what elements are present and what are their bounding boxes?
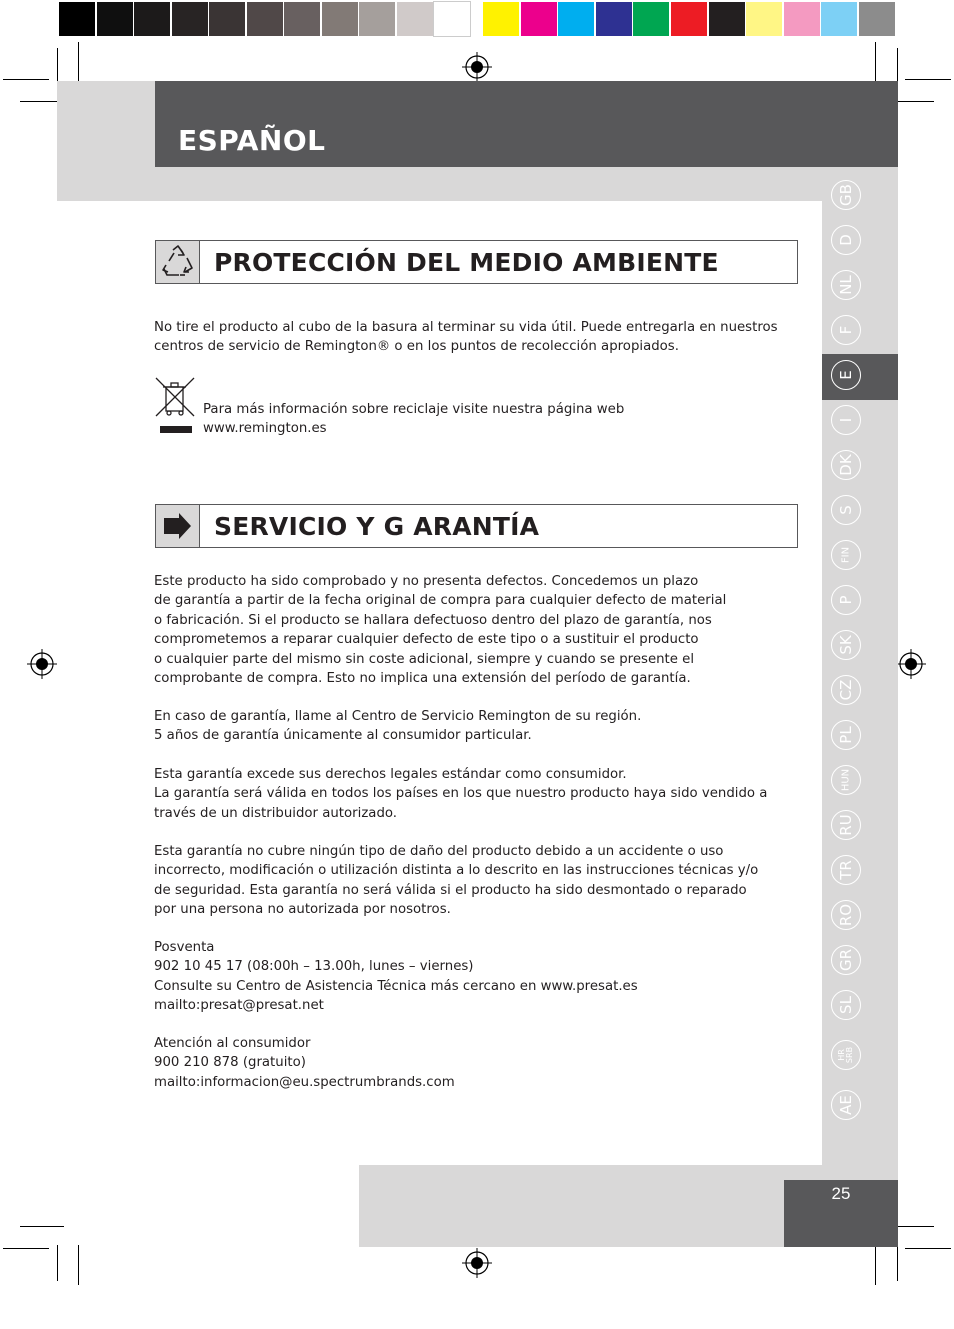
language-tab-d[interactable] xyxy=(831,225,861,255)
language-tab-s[interactable] xyxy=(831,495,861,525)
language-tab-label: I xyxy=(837,417,855,423)
language-tab-i[interactable] xyxy=(831,405,861,435)
language-tab-label: HR SRB xyxy=(837,1046,854,1064)
language-tab-fin[interactable] xyxy=(831,540,861,570)
crop-mark xyxy=(3,1248,49,1249)
language-tab-label: NL xyxy=(837,275,855,295)
language-tab-label: E xyxy=(837,370,855,380)
section-heading: SERVICIO Y G ARANTÍA xyxy=(214,512,540,541)
crop-mark xyxy=(905,1248,951,1249)
color-swatch xyxy=(709,2,745,36)
warranty-paragraph-4: Esta garantía no cubre ningún tipo de daño del producto debido a un accidente o uso incorrecto, modificación o utilización distinta a lo descrito en las instrucciones técnicas y/o de seguridad. Esta garantía no será válida si el producto ha sido desmontado o reparado por una persona no autorizada por nosotros. xyxy=(154,844,759,918)
crop-mark xyxy=(897,48,898,84)
aftersales-contact: Posventa 902 10 45 17 (08:00h – 13.00h, lunes – viernes) Consulte su Centro de Asistencia Técnica más cercano en www.presat.es mailto:presat@presat.net xyxy=(154,940,638,1014)
color-swatch xyxy=(784,2,820,36)
language-tab-label: GB xyxy=(837,184,855,206)
color-swatch xyxy=(558,2,594,36)
crop-mark xyxy=(905,79,951,80)
color-swatch xyxy=(859,2,895,36)
language-tab-label: RU xyxy=(837,814,855,836)
color-swatch xyxy=(633,2,669,36)
crop-mark xyxy=(875,42,876,82)
language-tab-p[interactable] xyxy=(831,585,861,615)
registration-mark-icon xyxy=(27,649,57,679)
crop-mark xyxy=(57,48,58,84)
language-tab-dk[interactable] xyxy=(831,450,861,480)
color-swatch xyxy=(483,2,519,36)
crop-mark xyxy=(875,1245,876,1285)
color-swatch xyxy=(746,2,782,36)
color-swatch xyxy=(821,2,857,36)
section-heading: PROTECCIÓN DEL MEDIO AMBIENTE xyxy=(214,248,719,277)
language-tab-label: DK xyxy=(837,454,855,476)
language-tab-label: CZ xyxy=(837,679,855,701)
language-tab-f[interactable] xyxy=(831,315,861,345)
page-number: 25 xyxy=(831,1184,851,1203)
color-swatch xyxy=(284,2,320,36)
language-tab-hr-srb[interactable] xyxy=(831,1040,861,1070)
language-tab-label: FIN xyxy=(840,546,852,564)
arrow-right-icon xyxy=(156,505,200,547)
language-sidebar xyxy=(822,167,898,1165)
language-tab-label: RO xyxy=(837,903,855,927)
registration-mark-icon xyxy=(896,649,926,679)
registration-mark-icon xyxy=(462,52,492,82)
color-swatch xyxy=(59,2,95,36)
section-header-environment xyxy=(155,240,798,284)
language-tab-gb[interactable] xyxy=(831,180,861,210)
language-tab-label: P xyxy=(837,595,855,605)
color-swatch xyxy=(397,2,433,36)
crop-mark xyxy=(3,79,49,80)
recycling-info: Para más información sobre reciclaje visite nuestra página web www.remington.es xyxy=(203,402,625,437)
language-tab-nl[interactable] xyxy=(831,270,861,300)
language-tab-hun[interactable] xyxy=(831,765,861,795)
color-swatch xyxy=(97,2,133,36)
color-swatch xyxy=(671,2,707,36)
crop-mark xyxy=(78,42,79,82)
crop-mark xyxy=(20,1226,64,1227)
consumer-contact: Atención al consumidor 900 210 878 (gratuito) mailto:informacion@eu.spectrumbrands.com xyxy=(154,1036,455,1090)
language-tab-label: AE xyxy=(837,1095,855,1115)
language-tab-label: TR xyxy=(837,860,855,880)
color-swatch xyxy=(434,2,470,36)
registration-mark-icon xyxy=(462,1248,492,1278)
color-swatch xyxy=(596,2,632,36)
crop-mark xyxy=(78,1245,79,1285)
color-swatch xyxy=(209,2,245,36)
language-tab-label: S xyxy=(837,505,855,515)
color-swatch xyxy=(359,2,395,36)
language-tab-ae[interactable] xyxy=(831,1090,861,1120)
color-calibration-bar xyxy=(57,0,897,39)
crossed-bin-icon xyxy=(154,376,196,436)
color-swatch xyxy=(521,2,557,36)
language-tab-label: SL xyxy=(837,996,855,1014)
color-swatch xyxy=(247,2,283,36)
warranty-paragraph-1: Este producto ha sido comprobado y no presenta defectos. Concedemos un plazo de garantía a partir de la fecha original de compra para cualquier defecto de material o fabricación. Si el producto se hallara defectuoso dentro del plazo de garantía, nos comprometemos a reparar cualquier defecto de este tipo o a sustituir el producto o cualquier parte del mismo sin coste adicional, siempre y cuando se presente el comprobante de compra. Esto no implica una extensión del período de garantía. xyxy=(154,574,727,687)
warranty-paragraph-3: Esta garantía excede sus derechos legales estándar como consumidor. La garantía será válida en todos los países en los que nuestro producto haya sido vendido a través de un distribuidor autorizado. xyxy=(154,767,768,821)
language-tab-sk[interactable] xyxy=(831,630,861,660)
section-header-warranty xyxy=(155,504,798,548)
crop-mark xyxy=(897,1245,898,1281)
language-tab-label: F xyxy=(837,325,855,335)
crop-mark xyxy=(57,1245,58,1281)
recycle-icon xyxy=(156,241,200,283)
language-tab-ro[interactable] xyxy=(831,900,861,930)
language-tab-e[interactable] xyxy=(831,360,861,390)
color-swatch xyxy=(172,2,208,36)
language-tab-ru[interactable] xyxy=(831,810,861,840)
language-tab-label: D xyxy=(837,234,855,246)
language-tab-gr[interactable] xyxy=(831,945,861,975)
warranty-paragraph-2: En caso de garantía, llame al Centro de Servicio Remington de su región. 5 años de garantía únicamente al consumidor particular. xyxy=(154,709,642,744)
color-swatch xyxy=(134,2,170,36)
language-tab-cz[interactable] xyxy=(831,675,861,705)
language-tab-tr[interactable] xyxy=(831,855,861,885)
language-tab-label: SK xyxy=(837,635,855,655)
language-tab-sl[interactable] xyxy=(831,990,861,1020)
page-title: ESPAÑOL xyxy=(178,124,326,157)
language-tab-pl[interactable] xyxy=(831,720,861,750)
language-tab-label: PL xyxy=(837,726,855,744)
language-tab-label: GR xyxy=(837,948,855,972)
language-tab-label: HUN xyxy=(840,768,852,792)
color-swatch xyxy=(322,2,358,36)
disposal-paragraph: No tire el producto al cubo de la basura al terminar su vida útil. Puede entregarla en nuestros centros de servicio de Remington® o en los puntos de recolección apropiados. xyxy=(154,320,778,355)
